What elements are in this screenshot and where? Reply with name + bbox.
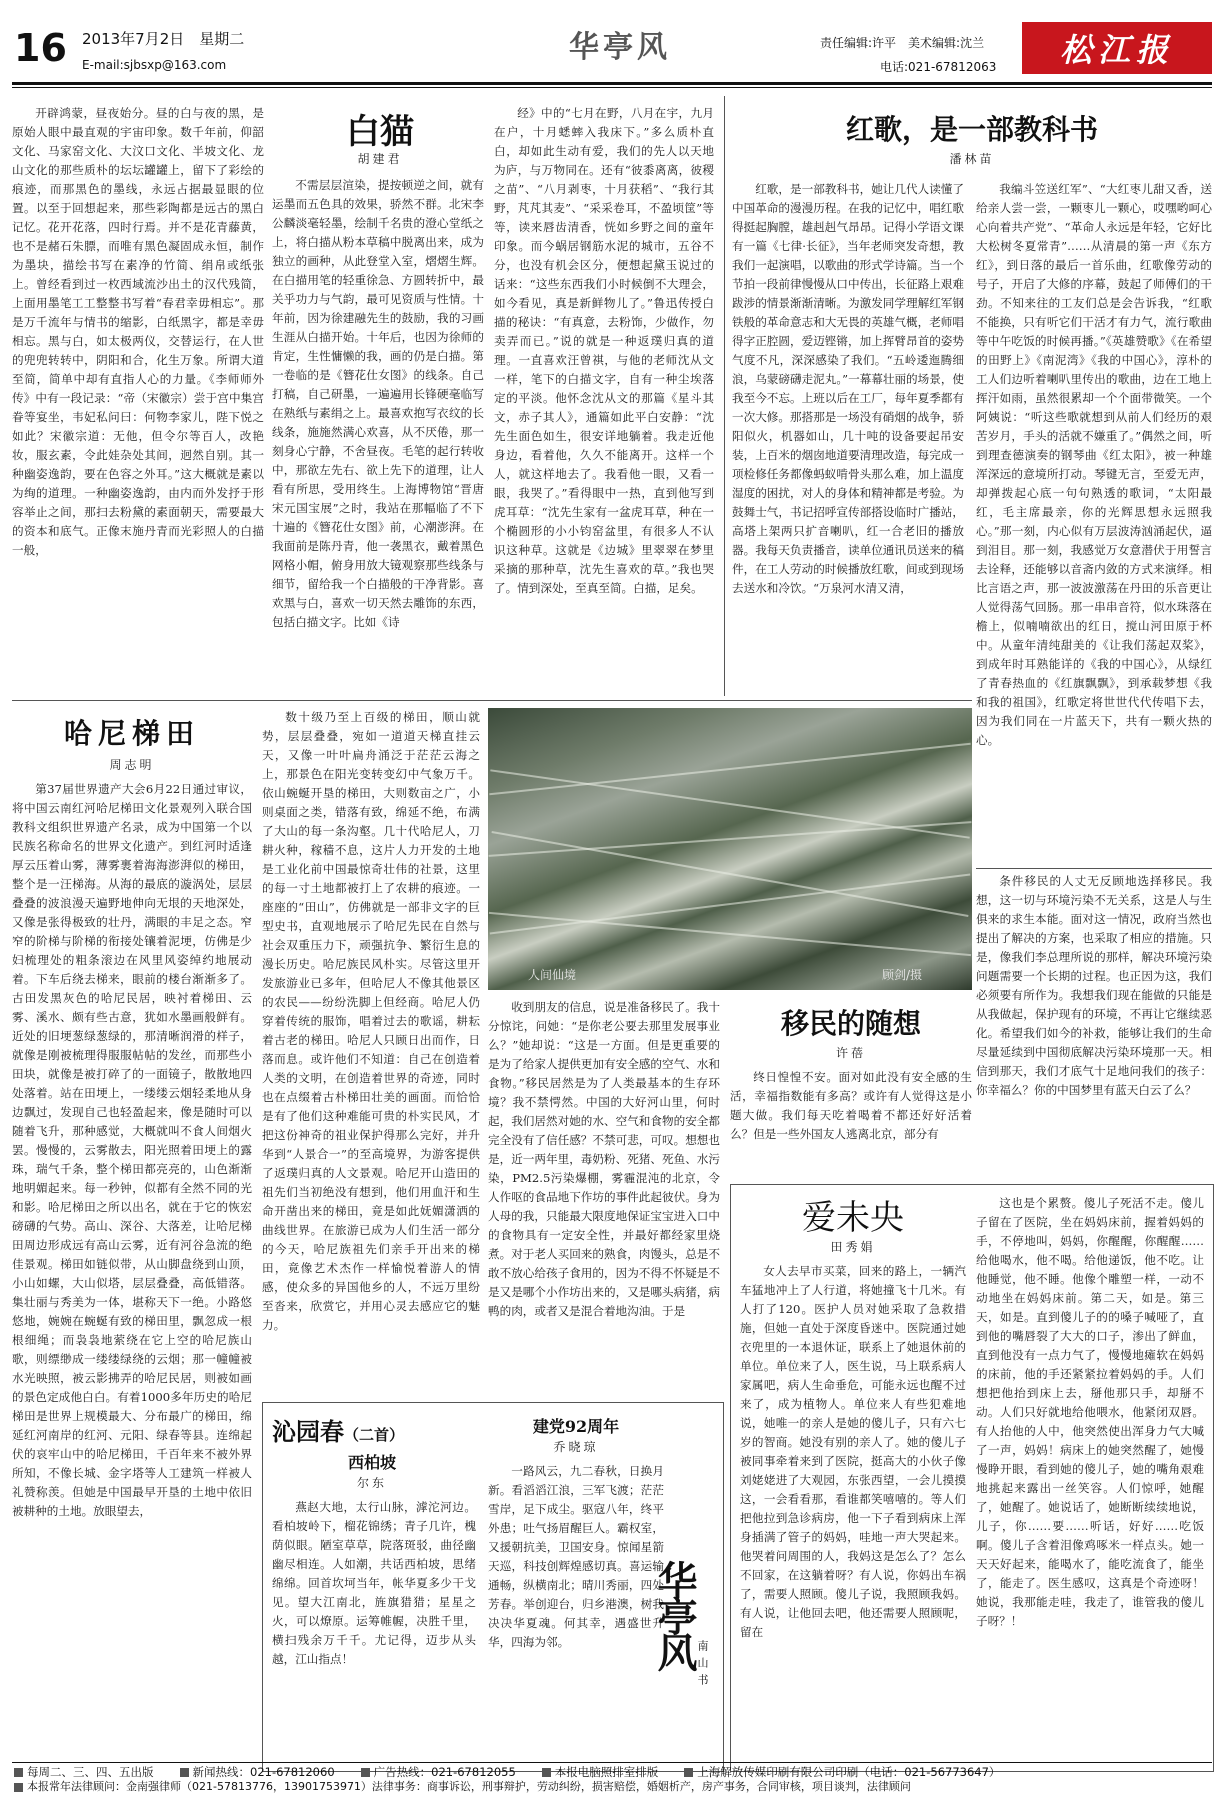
- poem-body-jiandang: 一路风云，九二春秋，日换月新。看滔滔江浪，三军飞渡；茫茫雪岸，足下成尘。驱寇八年，终平外患；吐气扬眉醒巨人。霸权室，又援朝抗美，卫国安身。惊闻星箭天巡，科技创辉煌感切真。喜运输通畅，纵横南北；晴川秀丽，四处芳春。举创迎台，归乡港澳，树我决决华夏魂。何其幸，遇盛世升华，四海为邻。: [488, 1464, 664, 1649]
- footer-ad-hotline: 广告热线：021-67812055: [373, 1765, 516, 1779]
- square-bullet-icon: [542, 1768, 551, 1777]
- editors-credit: 责任编辑:许平 美术编辑:沈兰: [820, 36, 985, 50]
- article-author-hani: 周志明: [109, 758, 155, 772]
- section-divider: [12, 700, 972, 701]
- poem-author-qinyuan: 尔东: [356, 1476, 387, 1490]
- column-divider: [724, 96, 725, 696]
- issue-date: 2013年7月2日 星期二: [82, 30, 245, 48]
- page-number: 16: [14, 26, 67, 70]
- section-divider: [976, 868, 1212, 869]
- footer-publish: 每周二、三、四、五出版: [27, 1765, 154, 1779]
- poem-subtitle-xibaipo: 西柏坡: [347, 1453, 396, 1472]
- article-body-yimin-col3: 条件移民的人丈无反顾地选择移民。我想，这一切与环境污染不无关系，这是人与生俱来的求生本能。面对这一情况，政府当然也提出了解决的方案，也采取了相应的措施。只是，像我们李总理所说的那样，解决环境污染问题需要一个长期的过程。也正因为这，我们必须要有所作为。我想我们现在能做的只能是从我做起，保护现有的环境，不再让它继续恶化。希望我们如今的补救，能够让我们的生命尽量延续到中国彻底解决污染环境那一天。相信到那天，我们才底气十足地问我们的孩子：你幸福么？你的中国梦里有蓝天白云了么？: [976, 874, 1212, 1097]
- article-body-honge-col1: 红歌，是一部教科书，她让几代人读懂了中国革命的漫漫历程。在我的记忆中，唱红歌得挺起胸膛，雄赳赳气昂昂。记得小学语文课有一篇《七律·长征》，当年老师突发奇想，教我们一起演唱，以歌曲的形式学诗篇。当一个节拍一段前律慢慢从口中传出，长征路上艰难跋涉的情景渐渐清晰。为激发同学理解红军钢铁般的革命意志和大无畏的英雄气概，老师唱得字正腔圆，爱迈铿锵，加上挥臂昂首的姿势气度不凡，深深感染了我们。“五岭逶迤腾细浪，乌蒙磅礴走泥丸。”一幕幕壮丽的场景，使我至今不忘。上班以后在工厂，每年夏季都有一次大修。那搭那是一场没有硝烟的战争，骄阳似火，机器如山，几十吨的设备要起吊安装，上百米的烟囱地道要清理改造，每完成一项检修任务都像蚂蚁啃骨头那么难，加上温度湿度的困扰，对人的身体和精神都是考验。为鼓舞士气，书记招呼宣传部搭设临时广播站，高塔上架两只扩音喇叭，红一合老旧的播放器。我每天负责播音，读单位通讯员送来的稿件，在工人劳动的时候播放红歌，间或到现场去送水和冷饮。“万泉河水清又清，: [732, 182, 964, 595]
- photo-caption: 人间仙境: [528, 968, 577, 982]
- terrace-photo: [488, 708, 972, 990]
- calligraphy-signature: 华亭风: [651, 1560, 698, 1668]
- header-rule-thin: [12, 87, 1212, 88]
- header-rule: [12, 82, 1212, 85]
- footer-news-hotline: 新闻热线：021-67812060: [192, 1765, 335, 1779]
- article-title-aiweiyang: 爱未央: [802, 1198, 904, 1238]
- poem-body-qinyuan: 燕赵大地，太行山脉，滹沱河边。看柏坡岭下，榴花锦绣；青子几许，槐荫似眼。陋室草草，院落斑驳，曲径幽幽尽相连。人如潮，共话西柏坡，思绪绵绵。回首坎坷当年，帐华夏多少干戈见。望大江南北，旌旗猎猎；星星之火，可以燎原。运筹帷幄，决胜千里，横扫残余万千千。尤记得，迈步从头越，江山指点！: [272, 1500, 476, 1666]
- article-body-hani-col2: 数十级乃至上百级的梯田，顺山就势，层层叠叠，宛如一道道天梯直挂云天，又像一叶叶扁舟涌泛于茫茫云海之上，那景色在阳光变转变幻中气象万千。依山蜿蜒开垦的梯田，大则数亩之广，小则桌面之类，错落有致，绵延不绝，布满了大山的每一条沟壑。几十代哈尼人，刀耕火种，稼穑不息，这片人力开发的土地是工业化前中国最惊奇壮伟的社景，这里的每一寸土地都被打上了农耕的痕迹。一座座的“田山”，仿佛就是一部非文字的巨型史书，直观地展示了哈尼先民在自然与社会双重压力下，顽强抗争、繁衍生息的漫长历史。哈尼族民风朴实。尽管这里开发旅游业已多年，但哈尼人不像其他景区的农民——纷纷洗脚上但经商。哈尼人仍穿着传统的服饰，唱着过去的歌谣，耕耘着古老的梯田。哈尼人只顾日出而作，日落而息。或许他们不知道：自己在创造着人类的文明，在创造着世界的奇迹，同时也在点缀着古朴梯田壮美的画面。而恰恰是有了他们这种难能可贵的朴实民风，才把这份神奇的祖业保护得那么完好，并升华到“人景合一”的至高境界，为游客提供了返璞归真的人文景观。哈尼开山造田的祖先们当初绝没有想到，他们用血汗和生命开凿出来的梯田，竟是如此妩媚潇洒的曲线世界。在旅游已成为人们生活一部分的今天，哈尼族祖先们亲手开出来的梯田，竟像艺术杰作一样愉悦着游人的情感，使众多的异国他乡的人，不远万里纷至沓来，欣赏它，并用心灵去感应它的魅力。: [262, 710, 480, 1332]
- editorial-phone: 电话:021-67812063: [880, 60, 997, 74]
- article-author-baimao: 胡建君: [357, 152, 403, 166]
- footer-printer: 上海解放传媒印刷有限公司印刷（电话：021-56773647）: [697, 1765, 1001, 1779]
- square-bullet-icon: [684, 1768, 693, 1777]
- article-title-baimao: 白猫: [346, 112, 414, 152]
- square-bullet-icon: [14, 1768, 23, 1777]
- article-author-honge: 潘林苗: [949, 152, 995, 166]
- article-title-yimin: 移民的随想: [780, 1007, 921, 1040]
- poem-title-jiandang: 建党92周年: [532, 1417, 620, 1436]
- square-bullet-icon: [361, 1768, 370, 1777]
- article-body-aiweiyang-col2: 这也是个累赘。傻儿子死活不走。傻儿子留在了医院，坐在妈妈床前，握着妈妈的手，不停地叫，妈妈，你醒醒，你醒醒……给他喝水，他不喝。给他递饭，他不吃。让他睡觉，他不睡。他像个雕塑一样，一动不动地坐在妈妈床前。第二天，如是。第三天，如是。直到傻儿子的的嗓子喊哑了，直到他的嘴唇裂了大大的口子，渗出了鲜血，直到他没有一点力气了，慢慢地瘫软在妈妈的床前，他的手还紧紧拉着妈妈的手。人们想把他抬到床上去，掰他那只手，却掰不动。人们只好就地给他喂水，他紧闭双唇。有人抬他的人中，他突然使出浑身力气大喊了一声，妈妈！病床上的她突然醒了，她慢慢睁开眼，看到她的傻儿子，她的嘴角艰难地挑起来露出一丝笑容。人们惊呼，她醒了，她醒了。她说话了，她断断续续地说，儿子，你……要……听话，好好……吃饭啊。傻儿子含着泪像鸡啄米一样点头。她一天天好起来，能喝水了，能吃流食了，能坐了，能走了。医生感叹，这真是个奇迹呀！她说，我那能走哇，我走了，谁管我的傻儿子呀？！: [976, 1196, 1204, 1628]
- article-title-hani: 哈尼梯田: [63, 717, 200, 750]
- article-body-aiweiyang-col1: 女人去早市买菜，回来的路上，一辆汽车猛地冲上了人行道，将她撞飞十几米。有人打了120。医护人员对她采取了急救措施，但她一直处于深度昏迷中。医院通过她衣兜里的一本退休证，联系上了她退休前的单位。单位来了人，医生说，马上联系病人家属吧，病人生命垂危，可能永远也醒不过来了，成为植物人。单位来人有些犯难地说，她唯一的亲人是她的傻儿子，只有六七岁的智商。她没有别的亲人了。她的傻儿子被同事牵着来到了医院，挺高大的小伙子像刘姥姥进了大观园，东张西望，一会儿摸摸这，一会看看那，看谁都笑嘻嘻的。等人们把他拉到急诊病房，他一下子看到病床上浑身插满了管子的妈妈，哇地一声大哭起来。他哭着问周围的人，我妈这是怎么了？怎么不回家，在这躺着呀？有人说，你妈出车祸了，需要人照顾。傻儿子说，我照顾我妈。有人说，让他回去吧，他还需要人照顾呢，留在: [740, 1264, 966, 1639]
- footer-typesetting: 本报电脑照排室排版: [554, 1765, 659, 1779]
- article-body-baimao-col3: 经》中的“七月在野，八月在宇，九月在户，十月蟋蟀入我床下。”多么质朴直白，却如此生动有爱，我们的先人以天地为庐，与万物同在。还有“彼黍离离，彼稷之苗”、“八月剥枣，十月获稻”、“我行其野，芃芃其麦”、“采采卷耳，不盈顷筐”等等，读来唇齿清香，恍如乡野之间的童年印象。而今蜗居钢筋水泥的城市，五谷不分，也没有机会区分，便想起黛玉说过的话来：“这些东西我们小时候倒不大理会，如今看见，真是新鲜物儿了。”鲁迅传授白描的秘诀：“有真意，去粉饰，少做作，勿卖弄而已。”说的就是一种返璞归真的道理。一直喜欢汪曾祺，与他的老师沈从文一样，笔下的白描文字，自有一种尘埃落定的平淡。他怀念沈从文的那篇《星斗其文，赤子其人》，通篇如此平白安静：“沈先生面色如生，很安详地躺着。我走近他身边，看着他，久久不能离开。这样一个人，就这样地去了。我看他一眼，又看一眼，我哭了。”看得眼中一热，直到他写到虎耳草：“沈先生家有一盆虎耳草，种在一个椭圆形的小小钧窑盆里，有很多人不认识这种草。这就是《边城》里翠翠在梦里采摘的那种草，沈先生喜欢的草。”我也哭了。情到深处，至真至简。白描，足矣。: [494, 106, 714, 595]
- article-body-yimin-col1: 收到朋友的信息，说是准备移民了。我十分惊诧，问她：“是你老公要去那里发展事业么？”她却说：“这是一方面。但是更重要的是为了给家人提供更加有安全感的空气、水和食物。”移民居然是为了人类最基本的生存环境？我不禁愕然。中国的大好河山里，何时起，我们居然对她的水、空气和食物的安全都完全没有了信任感？不禁可悲，可叹。想想也是，近一两年里，毒奶粉、死猪、死鱼、水污染，PM2.5污染爆棚，雾霾混沌的北京，令人作呕的食品地下作坊的事件此起彼伏。身为人母的我，只能最大限度地保证宝宝进入口中的食物具有一定安全性，并最好都经家里烧煮。对于老人买回来的熟食，肉馒头，总是不敢不放心给孩子食用的，因为不得不怀疑是不是又是哪个小作坊出来的，又是哪头病猪，病鸭的肉，或者又是混合着地沟油。于是: [488, 1000, 720, 1318]
- poem-title-suffix: （二首）: [344, 1426, 405, 1444]
- article-body-baimao-col1: 开辟鸿蒙，昼夜始分。昼的白与夜的黑，是原始人眼中最直观的宇宙印象。数千年前，仰韶文化、马家窑文化、大汶口文化、半坡文化、龙山文化的那些质朴的坛坛罐罐上，留下了彩绘的痕迹，而那黑色的墨线，永远占据最显眼的位置。以至于回想起来，那些彩陶都是远古的黑白记忆。花开花落，四时行焉。并不是花青藤黄，也不是赭石朱膘，而唯有黑色凝固成永恒，制作为墨块，描绘书写在素净的竹简、绢帛或纸张上。曾经看到过一枚西域流沙出土的汉代残简，上面用墨笔工工整整书写着“春君幸毋相忘”。那是万千流年与情书的缩影，白纸黑字，都是幸毋相忘。黑与白，如太极两仪，交替运行，在人世的兜兜转转中，阴阳和合，化生万象。所谓大道至简，简单中却有直指人心的力量。《李师师外传》中有一段记录：“帝（宋徽宗）尝于宫中集宫眷等宴坐，韦妃私问曰：何物李家儿，陛下悦之如此？宋徽宗道：无他，但令尔等百人，改艳妆，服玄素，令此娃杂处其间，迥然自别。其一种幽姿逸韵，要在色容之外耳。”这大概就是素以为绚的道理。一种幽姿逸韵，由内而外发抒于形容举止之间，那扫去粉黛的素面朝天，需要最大的资本和底气。正像末施丹青而光彩照人的白描一般，: [12, 106, 264, 557]
- calligraphy-author: 南山书: [696, 1640, 709, 1691]
- poem-author-jiandang: 乔晓琼: [553, 1440, 599, 1454]
- poem-title-qinyuan: [272, 1412, 472, 1447]
- footer-legal: 本报常年法律顾问：金南强律师（021-57813776，13901753971）法律事务：商事诉讼，刑事辩护，劳动纠纷，损害赔偿，婚姻析产，房产事务，合同审核，项目谈判，法律顾问: [27, 1780, 911, 1793]
- poem-title-qinyuan-text: 沁园春: [272, 1417, 344, 1446]
- photo-credit: 顾剑/摄: [882, 968, 923, 982]
- newspaper-logo: 松江报: [1022, 22, 1212, 74]
- article-title-honge: 红歌，是一部教科书: [845, 113, 1098, 146]
- section-title: 华亭风: [569, 30, 671, 65]
- article-body-honge-col2: 我编斗笠送红军”、“大红枣儿甜又香，送给亲人尝一尝，一颗枣儿一颗心，哎嘿哟呵心心向着共产党”、“革命人永远是年轻，它好比大松树冬夏常青”……从清晨的第一声《东方红》，到日落的最后一首乐曲，红歌像劳动的号子，开启了大修的序幕，鼓起了师傅们的干劲。不知来往的工友们总是会告诉我，“红歌不能换，只有听它们干活才有力气，流行歌曲等中午吃饭的时候再播。”《英雄赞歌》《在希望的田野上》《南泥湾》《我的中国心》，淳朴的工人们边听着喇叭里传出的歌曲，边在工地上挥汗如雨，虽然很累却一个个面带微笑。一个阿姨说：“听这些歌就想到从前人们经历的艰苦岁月，手头的活就不嫌重了。”偶然之间，听到理查德演奏的钢琴曲《红太阳》，被一种雄浑深远的意境所打动。琴键无言，至爱无声，却弹拨起心底一句句熟透的歌词，“太阳最红，毛主席最亲，你的光辉思想永远照我心。”那一刻，内心似有万层波涛汹涌起伏，逼到泪目。那一刻，我感觉万女意潜伏于用誓言去诠释，还能够以音斋内敛的方式来演绎。相比言语之声，那一波波激荡在丹田的乐音更让人觉得荡气回肠。那一串串音符，似水珠落在檐上，似喃喃欲出的红日，搅山河田原于杯中。从童年清纯甜美的《让我们荡起双桨》，到成年时耳熟能详的《我的中国心》，从绿红了青春热血的《红旗飘飘》，到承载梦想《我和我的祖国》，红歌定将世世代代传唱下去，因为我们同在一片蓝天下，共有一颗火热的心。: [976, 182, 1212, 747]
- article-author-yimin: 许蓓: [835, 1046, 866, 1060]
- contact-email[interactable]: E-mail:sjbsxp@163.com: [82, 58, 227, 72]
- square-bullet-icon: [180, 1768, 189, 1777]
- article-body-hani-col1: 第37届世界遗产大会6月22日通过审议，将中国云南红河哈尼梯田文化景观列入联合国教科文组织世界遗产名录，成为中国第一个以民族名称命名的世界文化遗产。到红河时适逢厚云压着山雾，薄雾裹着海海澎湃似的梯田，整个是一汪梯海。从海的最底的漩涡处，层层叠叠的波浪漫天遍野地伸向无垠的天地深处，又像是张得极致的壮丹，满眼的丰足之态。窄窄的阶梯与阶梯的衔接处镶着泥埂，仿佛是少妇梳理处的粗条滚边在风里风姿绰约地展动着。下车后绕去梯来，眼前的楼台渐渐多了。古田发黑灰色的哈尼民居，映衬着梯田、云雾、溪水、颇有些古意，犹如水墨画般鲜有。近处的旧埂葱绿葱绿的，那清晰润滑的样子，就像是刚被梳理得服服帖帖的发丝，而那些小田块，就像是被打碎了的一面镜子，散散地四处落着。站在田埂上，一缕缕云烟轻柔地从身边飘过，发现自己也轻盈起来，像是随时可以随着飞升，那种感觉，大概就叫不食人间烟火罢。慢慢的，云雾散去，阳光照着田埂上的露珠，瑞气千条，整个梯田都亮亮的，山色渐渐地明媚起来。每一秒钟，似都有全然不同的光和影。哈尼梯田之所以出名，就在于它的恢宏磅礴的气势。高山、深谷、大落差，让哈尼梯田周边形成远有高山云雾，近有河谷急流的绝佳景观。梯田如链似带，从山脚盘绕到山顶，小山如螺，大山似塔，层层叠叠，高低错落。集壮丽与秀美为一体，堪称天下一绝。小路悠悠地，婉婉在蜿蜒有致的梯田里，飘忽成一根根细绳；而袅袅地萦绕在它上空的哈尼族山歌，则缥缈成一缕缕绿绕的云烟；那一幢幢被水光映照，被云影拂弄的哈尼民居，则被如画的景色定成他白白。有着1000多年历史的哈尼梯田是世界上规模最大、分布最广的梯田，绵延红河南岸的红河、元阳、绿春等县。连绵起伏的哀牢山中的哈尼梯田，千百年来不被外界所知，不像长城、金字塔等人工建筑一样被人礼赞称羡。但她是中国最早开垦的土地中依旧被耕种的土地。放眼望去，: [12, 782, 252, 1518]
- footer-rule: [12, 1762, 1212, 1763]
- article-author-aiweiyang: 田秀娟: [830, 1240, 876, 1254]
- article-body-baimao-col2: 不需层层渲染，提按顿逆之间，就有运墨而五色具的效果，骄然不群。北宋李公麟淡毫轻墨，绘制千名贵的澄心堂纸之上，将白描从粉本草稿中脱离出来，成为独立的画种，从此登堂入室，熠熠生辉。在白描用笔的轻重徐急、方圆转折中，最关乎功力与气韵，最可见资质与性情。十年前，因为徐建融先生的鼓励，我的习画生涯从白描开始。十年后，也因为徐师的肯定，生性慵懒的我，画的仍是白描。第一卷临的是《簪花仕女图》的线条。自己打稿，自己研墨，一遍遍用长锋硬毫临写在熟纸与素绢之上。最喜欢抱写衣纹的长线条，施施然满心欢喜，从不厌倦，那一刻身心宁静，不舍昼夜。毛笔的起行转收中，那欲左先右、欲上先下的道理，让人看有所思，受用终生。上海博物馆“晋唐宋元国宝展”之时，我站在那幅临了不下十遍的《簪花仕女图》前，心潮澎湃。在我面前是陈丹青，他一袭黑衣，戴着黑色网格小帽，俯身用放大镜观察那些线条与细节，留给我一个白描般的干净背影。喜欢黑与白，喜欢一切天然去雕饰的东西，包括白描文字。比如《诗: [272, 178, 484, 629]
- square-bullet-icon: [14, 1783, 23, 1792]
- article-body-yimin-col2: 终日惶惶不安。面对如此没有安全感的生活，幸福指数能有多高？或许有人觉得这是小题大做。我们每天吃着喝着不都还好好活着么？但是一些外国友人逃离北京，部分有: [730, 1070, 972, 1141]
